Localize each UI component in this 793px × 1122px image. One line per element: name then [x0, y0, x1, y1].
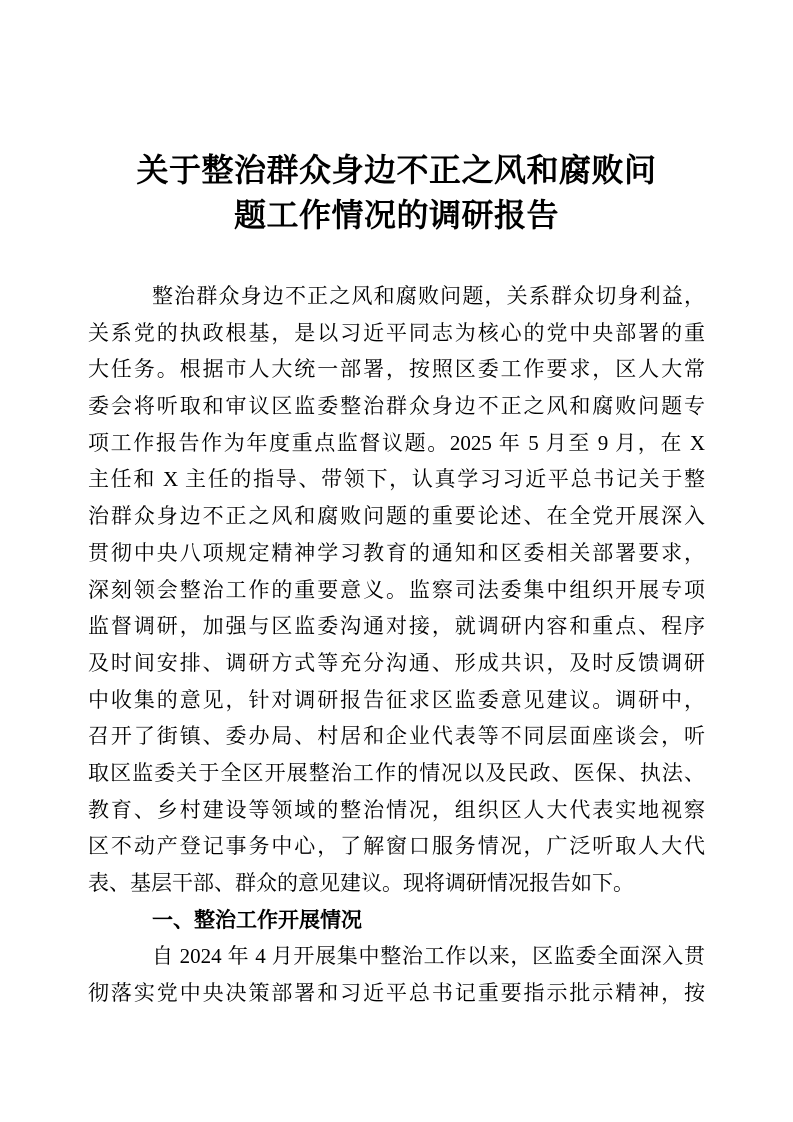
paragraph-text-line: 教育、乡村建设等领域的整治情况，组织区人大代表实地视察 [88, 797, 705, 822]
document-title-line-1: 关于整治群众身边不正之风和腐败问 [136, 152, 657, 188]
paragraph-text-line: 召开了街镇、委办局、村居和企业代表等不同层面座谈会，听 [88, 724, 705, 749]
paragraph-text-line: 大任务。根据市人大统一部署，按照区委工作要求，区人大常 [88, 357, 705, 382]
paragraph-text-line: 中收集的意见，针对调研报告征求区监委意见建议。调研中， [88, 687, 705, 712]
paragraph-text-line: 贯彻中央八项规定精神学习教育的通知和区委相关部署要求， [88, 540, 705, 565]
paragraph-text-line: 项工作报告作为年度重点监督议题。2025 年 5 月至 9 月，在 X [88, 430, 705, 455]
paragraph-text-line: 治群众身边不正之风和腐败问题的重要论述、在全党开展深入 [88, 504, 705, 529]
paragraph-text-line: 及时间安排、调研方式等充分沟通、形成共识，及时反馈调研 [88, 650, 705, 675]
document-title [88, 148, 705, 238]
document-body [88, 278, 705, 1012]
paragraph-text-line: 表、基层干部、群众的意见建议。现将调研情况报告如下。 [88, 871, 634, 895]
section-heading: 一、整治工作开展情况 [152, 907, 362, 932]
paragraph-text-line: 主任和 X 主任的指导、带领下，认真学习习近平总书记关于整 [88, 467, 705, 492]
paragraph-text-line: 深刻领会整治工作的重要意义。监察司法委集中组织开展专项 [88, 577, 705, 602]
document-title-line-2: 题工作情况的调研报告 [233, 197, 559, 233]
paragraph-text-line: 委会将听取和审议区监委整治群众身边不正之风和腐败问题专 [88, 394, 705, 419]
paragraph-text-line: 自 2024 年 4 月开展集中整治工作以来，区监委全面深入贯 [152, 944, 705, 969]
paragraph-text-line: 整治群众身边不正之风和腐败问题，关系群众切身利益， [152, 284, 705, 308]
paragraph-text-line: 区不动产登记事务中心，了解窗口服务情况，广泛听取人大代 [88, 834, 705, 859]
paragraph-text-line: 关系党的执政根基，是以习近平同志为核心的党中央部署的重 [88, 320, 705, 345]
paragraph-text-line: 监督调研，加强与区监委沟通对接，就调研内容和重点、程序 [88, 614, 705, 639]
paragraph-text-line: 取区监委关于全区开展整治工作的情况以及民政、医保、执法、 [88, 760, 705, 785]
paragraph-text-line: 彻落实党中央决策部署和习近平总书记重要指示批示精神，按 [88, 981, 705, 1006]
